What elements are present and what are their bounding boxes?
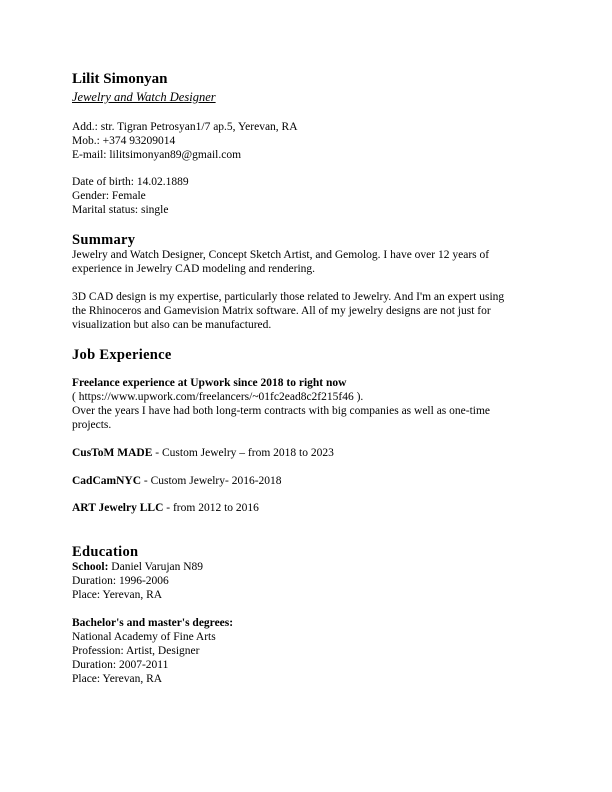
job-entry: [72, 502, 259, 516]
summary-heading: Summary: [72, 232, 136, 248]
education-heading: Education: [72, 544, 139, 560]
marital-status: Marital status: single: [72, 204, 169, 216]
experience-heading: Job Experience: [72, 347, 172, 363]
contact-address: Add.: str. Tigran Petrosyan1/7 ap.5, Yerevan, RA: [72, 121, 298, 133]
candidate-name: Lilit Simonyan: [72, 71, 168, 87]
summary-line: visualization but also can be manufactured.: [72, 319, 272, 331]
contact-mobile: Mob.: +374 93209014: [72, 135, 176, 147]
summary-line: 3D CAD design is my expertise, particularly those related to Jewelry. And I'm an expert using: [72, 291, 505, 303]
school-place: Place: Yerevan, RA: [72, 589, 163, 601]
gender: Gender: Female: [72, 190, 146, 202]
degree-institution: National Academy of Fine Arts: [72, 631, 216, 643]
job-entry: [72, 475, 282, 489]
candidate-title: Jewelry and Watch Designer: [72, 90, 216, 104]
contact-email: E-mail: lilitsimonyan89@gmail.com: [72, 149, 242, 161]
job-company: CusToM MADE: [72, 447, 153, 459]
job-company: CadCamNYC: [72, 475, 141, 487]
school-duration: Duration: 1996-2006: [72, 575, 169, 587]
degree-duration: Duration: 2007-2011: [72, 659, 169, 671]
job-detail: - from 2012 to 2016: [163, 502, 259, 514]
freelance-description: projects.: [72, 419, 112, 431]
job-company: ART Jewelry LLC: [72, 502, 164, 514]
degree-label: Bachelor's and master's degrees:: [72, 617, 234, 629]
job-entry: [72, 447, 334, 461]
degree-profession: Profession: Artist, Designer: [72, 645, 200, 657]
school-name: Daniel Varujan N89: [108, 561, 204, 573]
job-detail: - Custom Jewelry- 2016-2018: [141, 475, 282, 487]
summary-line: Jewelry and Watch Designer, Concept Sketch Artist, and Gemolog. I have over 12 years of: [72, 249, 490, 261]
job-detail: - Custom Jewelry – from 2018 to 2023: [152, 447, 334, 459]
school-entry: [72, 561, 203, 575]
date-of-birth: Date of birth: 14.02.1889: [72, 176, 189, 188]
freelance-link[interactable]: ( https://www.upwork.com/freelancers/~01fc2ead8c2f215f46 ).: [72, 391, 364, 403]
degree-place: Place: Yerevan, RA: [72, 673, 163, 685]
school-label: School:: [72, 561, 109, 573]
summary-line: experience in Jewelry CAD modeling and rendering.: [72, 263, 316, 275]
summary-line: the Rhinoceros and Gamevision Matrix software. All of my jewelry designs are not just for: [72, 305, 491, 317]
freelance-title: Freelance experience at Upwork since 2018 to right now: [72, 377, 347, 389]
freelance-description: Over the years I have had both long-term contracts with big companies as well as one-time: [72, 405, 491, 417]
